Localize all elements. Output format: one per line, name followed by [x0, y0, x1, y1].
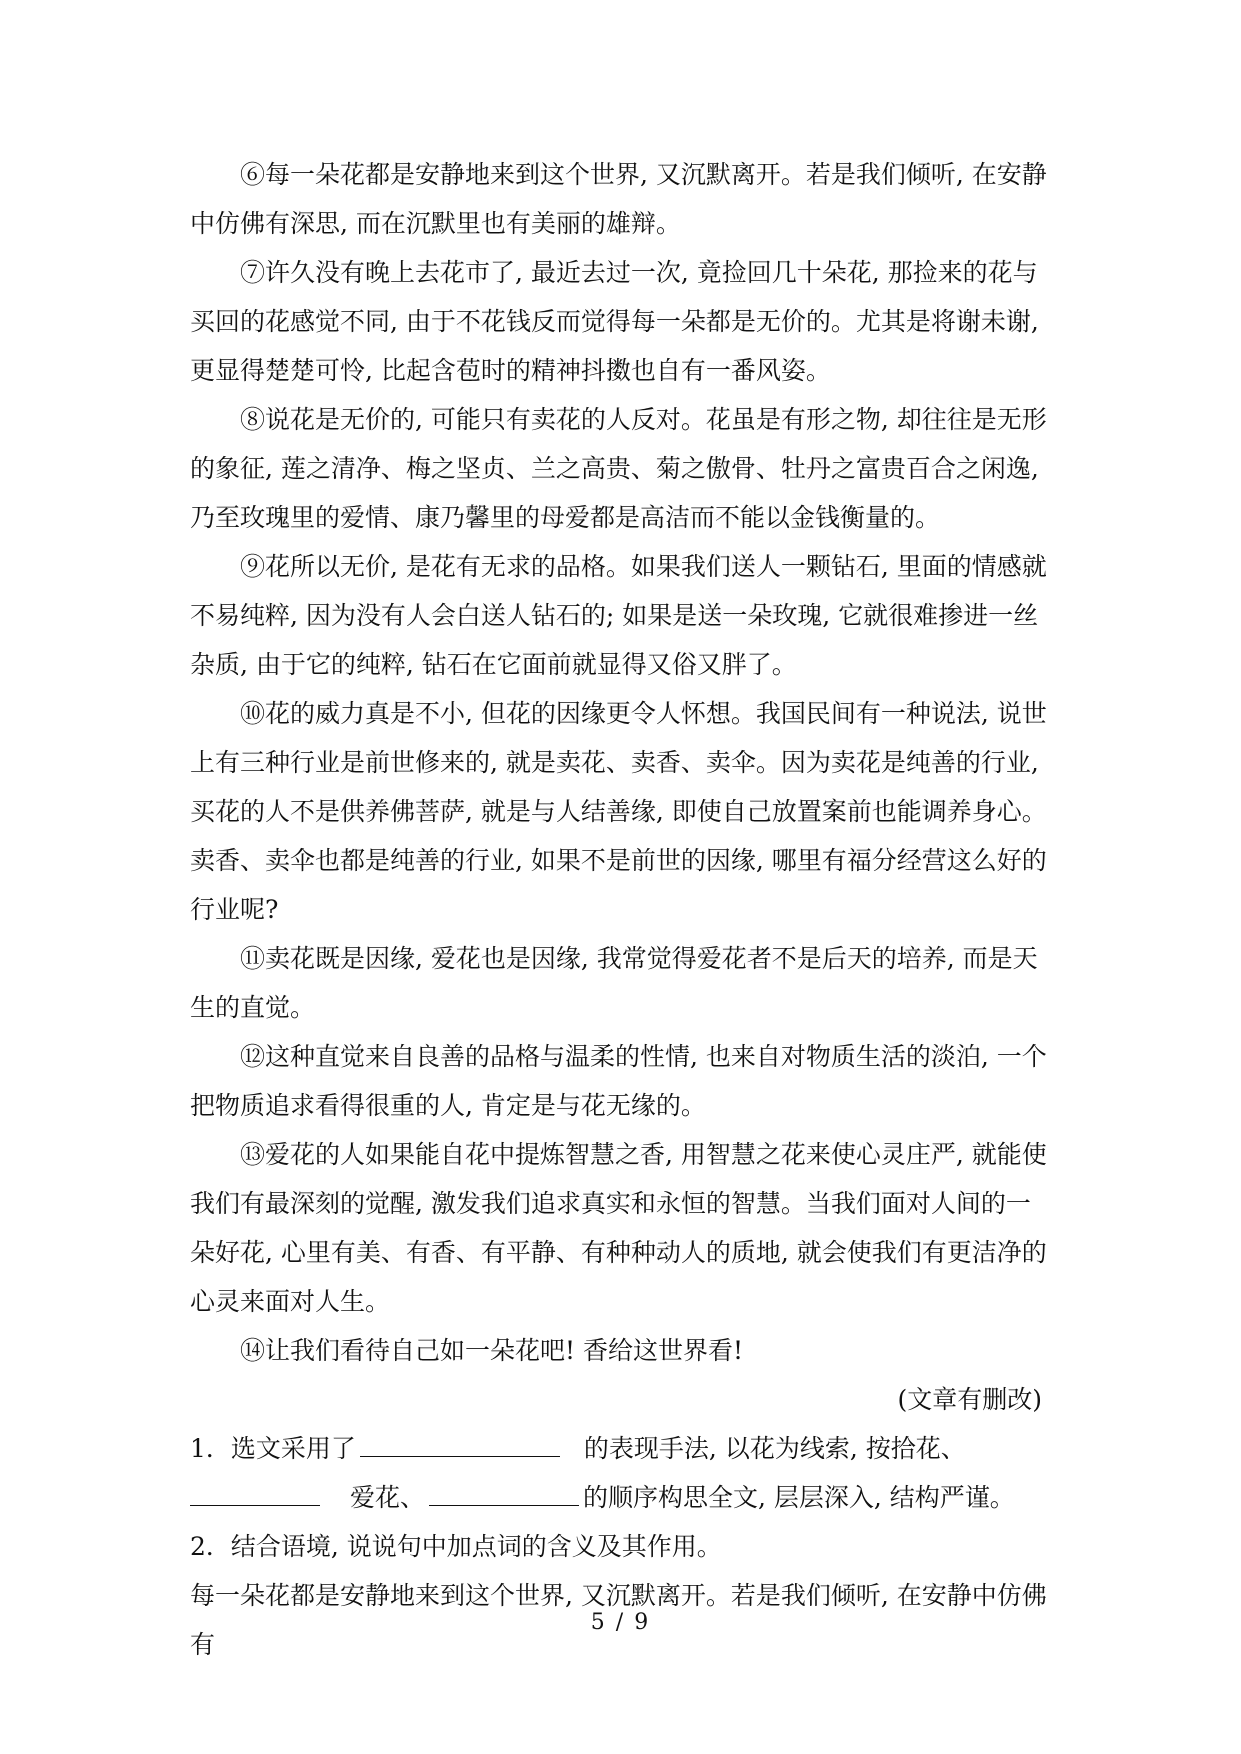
answer-blank-1[interactable]: [360, 1450, 560, 1457]
paragraph-12: ⑫这种直觉来自良善的品格与温柔的性情, 也来自对物质生活的淡泊, 一个把物质追求看得很重的人, 肯定是与花无缘的。: [190, 1042, 1047, 1120]
question-1: [190, 1424, 1052, 1522]
paragraph-10: ⑩花的威力真是不小, 但花的因缘更令人怀想。我国民间有一种说法, 说世上有三种行业是前世修来的, 就是卖花、卖香、卖伞。因为卖花是纯善的行业, 买花的人不是供养佛菩萨, 就是与人结善缘, 即使自己放置案前也能调养身心。卖香、卖伞也都是纯善的行业, 如果不是前世的因缘, 哪里有福分经营这么好的行业呢?: [190, 699, 1047, 924]
question-1-mid2: 爱花、: [350, 1483, 426, 1512]
paragraph-8: ⑧说花是无价的, 可能只有卖花的人反对。花虽是有形之物, 却往往是无形的象征, 莲之清净、梅之坚贞、兰之高贵、菊之傲骨、牡丹之富贵百合之闲逸, 乃至玫瑰里的爱情、康乃馨里的母爱都是高洁而不能以金钱衡量的。: [190, 405, 1047, 532]
question-2: 2．结合语境, 说说句中加点词的含义及其作用。: [190, 1532, 722, 1561]
question-1-prefix: 1．选文采用了: [190, 1434, 356, 1463]
paragraph-11: ⑪卖花既是因缘, 爱花也是因缘, 我常觉得爱花者不是后天的培养, 而是天生的直觉。: [190, 944, 1038, 1022]
paragraph-9: ⑨花所以无价, 是花有无求的品格。如果我们送人一颗钻石, 里面的情感就不易纯粹, 因为没有人会白送人钻石的; 如果是送一朵玫瑰, 它就很难掺进一丝杂质, 由于它的纯粹, 钻石在它面前就显得又俗又胖了。: [190, 552, 1047, 679]
paragraph-6: ⑥每一朵花都是安静地来到这个世界, 又沉默离开。若是我们倾听, 在安静中仿佛有深思, 而在沉默里也有美丽的雄辩。: [190, 160, 1047, 238]
question-1-mid1: 的表现手法, 以花为线索, 按拾花、: [583, 1434, 966, 1463]
question-2-quote: 每一朵花都是安静地来到这个世界, 又沉默离开。若是我们倾听, 在安静中仿佛有: [190, 1581, 1047, 1659]
page-number: 5 / 9: [590, 1610, 651, 1635]
paragraph-7: ⑦许久没有晚上去花市了, 最近去过一次, 竟捡回几十朵花, 那捡来的花与买回的花感觉不同, 由于不花钱反而觉得每一朵都是无价的。尤其是将谢未谢, 更显得楚楚可怜, 比起含苞时的精神抖擞也自有一番风姿。: [190, 258, 1039, 385]
article-body: [190, 150, 1052, 1669]
paragraph-14: ⑭让我们看待自己如一朵花吧! 香给这世界看!: [240, 1336, 744, 1365]
answer-blank-3[interactable]: [429, 1499, 579, 1506]
paragraph-13: ⑬爱花的人如果能自花中提炼智慧之香, 用智慧之花来使心灵庄严, 就能使我们有最深刻的觉醒, 激发我们追求真实和永恒的智慧。当我们面对人间的一朵好花, 心里有美、有香、有平静、有种种动人的质地, 就会使我们有更洁净的心灵来面对人生。: [190, 1140, 1047, 1316]
answer-blank-2[interactable]: [190, 1499, 320, 1506]
question-1-suffix: 的顺序构思全文, 层层深入, 结构严谨。: [583, 1483, 1015, 1512]
source-note: (文章有删改): [897, 1385, 1042, 1414]
